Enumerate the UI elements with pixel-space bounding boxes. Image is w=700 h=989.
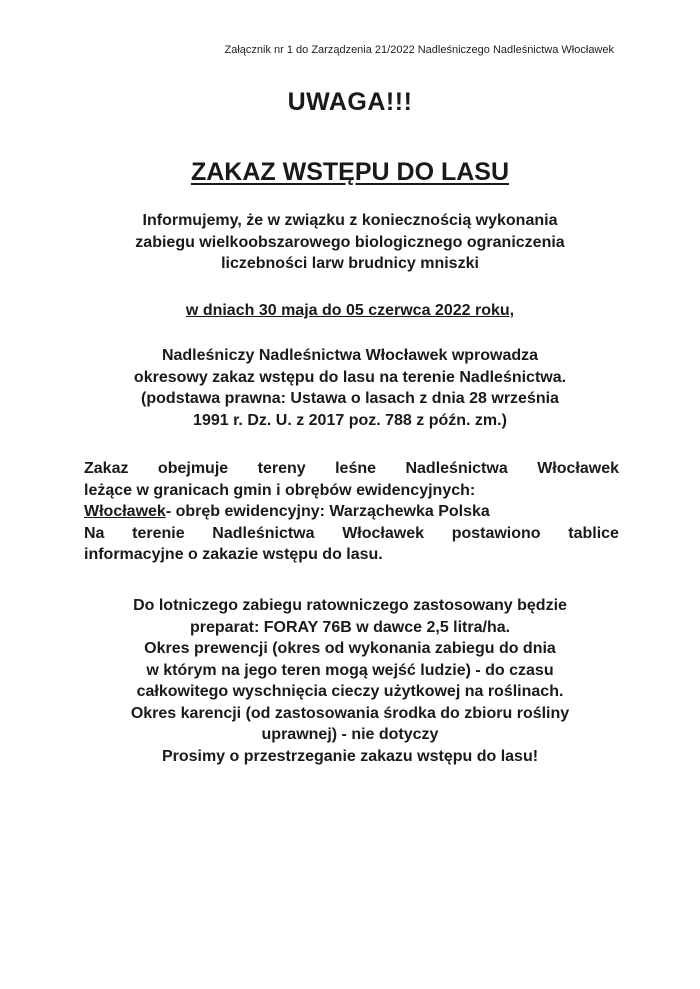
intro-line: zabiegu wielkoobszarowego biologicznego ograniczenia bbox=[135, 233, 565, 251]
scope-word: tereny bbox=[257, 460, 306, 477]
scope-word: leśne bbox=[335, 460, 377, 477]
ban-heading: ZAKAZ WSTĘPU DO LASU bbox=[190, 158, 510, 186]
scope-word: Nadleśnictwa bbox=[405, 460, 508, 477]
scope-line-5: informacyjne o zakazie wstępu do lasu. bbox=[84, 546, 383, 563]
scope-word: obejmuje bbox=[157, 460, 229, 477]
scope-word: Na bbox=[84, 524, 105, 542]
scope-word: terenie bbox=[132, 524, 185, 542]
scope-word: Włocławek bbox=[342, 524, 425, 542]
treatment-paragraph bbox=[60, 595, 640, 767]
decree-line: (podstawa prawna: Ustawa o lasach z dnia 28 września bbox=[141, 390, 559, 407]
intro-line: Informujemy, że w związku z koniecznością wykonania bbox=[142, 212, 558, 229]
scope-line-1 bbox=[84, 458, 619, 480]
dates-line: w dniach 30 maja do 05 czerwca 2022 roku, bbox=[185, 302, 515, 319]
scope-word: postawiono bbox=[451, 524, 541, 542]
warning-heading: UWAGA!!! bbox=[287, 88, 413, 116]
scope-word: tablice bbox=[568, 524, 619, 542]
decree-line: Nadleśniczy Nadleśnictwa Włocławek wprowadza bbox=[161, 347, 539, 364]
decree-line: okresowy zakaz wstępu do lasu na terenie Nadleśnictwa. bbox=[133, 368, 567, 386]
scope-paragraph bbox=[84, 458, 619, 566]
scope-line-4 bbox=[84, 523, 619, 545]
scope-line-3 bbox=[84, 501, 619, 523]
dates-paragraph bbox=[60, 300, 640, 322]
commune-name: Włocławek bbox=[84, 503, 166, 520]
scope-line-2: leżące w granicach gmin i obrębów ewidencyjnych: bbox=[84, 481, 476, 499]
treatment-line: preparat: FORAY 76B w dawce 2,5 litra/ha. bbox=[189, 618, 511, 636]
scope-word: Zakaz bbox=[84, 460, 129, 477]
treatment-line: całkowitego wyschnięcia cieczy użytkowej na roślinach. bbox=[136, 683, 564, 700]
attachment-note: Załącznik nr 1 do Zarządzenia 21/2022 Nadleśniczego Nadleśnictwa Włocławek bbox=[224, 44, 614, 56]
treatment-line: Okres prewencji (okres od wykonania zabiegu do dnia bbox=[144, 640, 556, 657]
treatment-line: Do lotniczego zabiegu ratowniczego zastosowany będzie bbox=[133, 597, 567, 614]
treatment-line: uprawnej) - nie dotyczy bbox=[261, 726, 439, 743]
treatment-line: w którym na jego teren mogą wejść ludzie) - do czasu bbox=[146, 661, 554, 679]
decree-paragraph bbox=[60, 345, 640, 431]
intro-line: liczebności larw brudnicy mniszki bbox=[221, 255, 479, 272]
precinct-text: - obręb ewidencyjny: Warząchewka Polska bbox=[165, 503, 490, 520]
decree-line: 1991 r. Dz. U. z 2017 poz. 788 z późn. zm.) bbox=[193, 411, 507, 429]
closing-request: Prosimy o przestrzeganie zakazu wstępu do lasu! bbox=[161, 747, 539, 765]
scope-word: Włocławek bbox=[537, 460, 619, 477]
scope-word: Nadleśnictwa bbox=[212, 524, 315, 542]
treatment-line: Okres karencji (od zastosowania środka do zbioru rośliny bbox=[130, 704, 570, 722]
intro-paragraph bbox=[60, 210, 640, 275]
